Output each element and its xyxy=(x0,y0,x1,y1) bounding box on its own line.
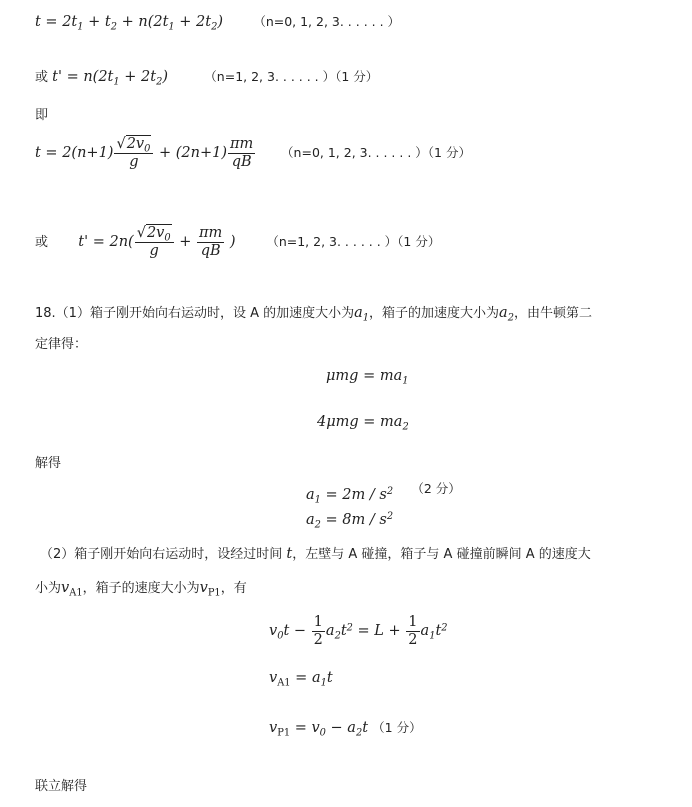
equation-line-1 xyxy=(35,12,401,33)
equation-vP1-line: $v_{P1} = v_0 - a_2t$ （1 分） xyxy=(269,720,422,739)
q18-line-3 xyxy=(40,543,591,562)
namely-label: 即 xyxy=(35,108,49,123)
solve-label: 解得 xyxy=(35,456,62,471)
q18-text-b: ，箱子的加速度大小为 xyxy=(369,306,500,321)
q18-text-g: ，箱子的速度大小为 xyxy=(82,581,200,596)
or-label-2: 或 xyxy=(35,235,49,251)
symbol-vP1: $v_{P1}$ xyxy=(199,580,221,599)
symbol-vA1: $v_{A1}$ xyxy=(61,580,83,599)
q18-line-2: 定律得： xyxy=(35,337,88,352)
equation-line-4 xyxy=(35,136,471,170)
equation-1: $t = 2t_1 + t_2 + n(2t_1 + 2t_2)$ xyxy=(35,14,224,33)
symbol-a1: $a_1$ xyxy=(354,305,370,324)
result-a1: $a_1 = 2m / s^2$ （2 分） xyxy=(306,481,461,506)
q18-text-f: 小为 xyxy=(35,581,62,596)
equation-4-note: （n=0, 1, 2, 3. . . . . . ）（1 分） xyxy=(281,145,471,161)
equation-line-2 xyxy=(35,66,379,88)
equation-mumg: $\mu mg = ma_1$ xyxy=(326,368,409,387)
equation-4: t = 2(n+1) $\frac{√2v_0}{g}$ + (2n+1) $\frac{\pi m}{qB}$ xyxy=(35,136,254,170)
symbol-t: t xyxy=(286,546,293,562)
or-label: 或 xyxy=(35,70,49,85)
equation-2-note: （n=1, 2, 3. . . . . . ）（1 分） xyxy=(204,69,379,84)
equation-displacement: $v_0t$ − $\frac{1}{2}$ $a_2t^2 = L$ + $\frac{1}{2}$ $a_1t^2$ xyxy=(269,614,448,648)
equation-2: $t' = n(2t_1 + 2t_2)$ xyxy=(52,69,169,88)
q18-text-a: 18.（1）箱子刚开始向右运动时，设 A 的加速度大小为 xyxy=(35,306,355,321)
q18-line-1 xyxy=(35,302,592,324)
q18-text-d: （2）箱子刚开始向右运动时，设经过时间 xyxy=(40,547,283,562)
equation-line-5 xyxy=(35,225,440,259)
equation-4mumg: $4\mu mg = ma_2$ xyxy=(317,414,409,433)
symbol-a2: $a_2$ xyxy=(499,305,514,324)
q18-text-h: ，有 xyxy=(220,581,247,596)
final-label: 联立解得 xyxy=(35,779,88,794)
q18-text-c: ，由牛顿第二 xyxy=(513,306,592,321)
equation-vA1: $v_{A1} = a_1t$ xyxy=(269,670,333,689)
q18-text-e: ，左壁与 A 碰撞，箱子与 A 碰撞前瞬间 A 的速度大 xyxy=(292,547,591,562)
result-a1-note: （2 分） xyxy=(411,481,461,496)
equation-vP1-note: （1 分） xyxy=(372,720,422,735)
result-a2: $a_2 = 8m / s^2$ xyxy=(306,511,394,531)
equation-5: t' = 2n( $\frac{√2v_0}{g}$ + $\frac{\pi m}{qB}$ ) xyxy=(78,225,241,259)
equation-1-note: （n=0, 1, 2, 3. . . . . . ） xyxy=(253,14,401,29)
equation-5-note: （n=1, 2, 3. . . . . . ）（1 分） xyxy=(266,234,441,250)
q18-line-4 xyxy=(35,577,247,599)
